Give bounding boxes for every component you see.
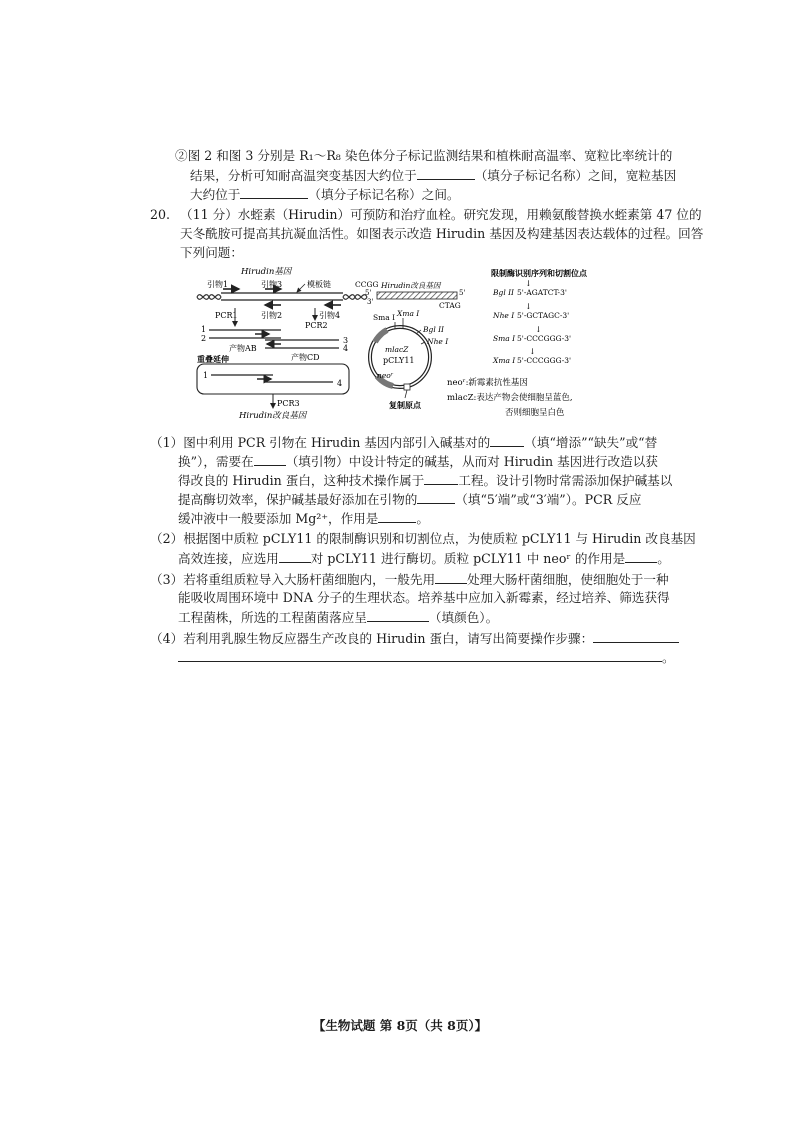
text: （填分子标记名称）之间。	[308, 187, 460, 202]
text: （1）图中利用 PCR 引物在 Hirudin 基因内部引入碱基对的	[150, 435, 491, 450]
text: 高效连接，应选用	[178, 551, 279, 566]
q20-s1-line3	[178, 471, 672, 490]
enz-cut-arrow: ↓	[525, 279, 532, 288]
label-primer1: 引物1	[207, 280, 229, 289]
q20-intro-line2: 天冬酰胺可提高其抗凝血活性。如图表示改造 Hirudin 基因及构建基因表达载体的过程。回答	[180, 226, 704, 241]
label-primer3: 引物3	[261, 280, 283, 289]
label-sma1: Sma I	[373, 313, 396, 322]
template-pointer	[297, 284, 305, 292]
label-product-cd: 产物CD	[291, 353, 320, 362]
q20-s4-line2	[178, 648, 675, 667]
label-ori: 复制原点	[389, 400, 421, 410]
enzyme-table	[492, 279, 571, 365]
ori-marker	[404, 384, 410, 390]
text: （4）若利用乳腺生物反应器生产改良的 Hirudin 蛋白，请写出简要操作步骤：	[150, 631, 594, 646]
label-primer2: 引物2	[261, 311, 283, 320]
q20-s1-line1	[150, 433, 657, 452]
enz-name: Nhe I	[493, 311, 515, 320]
enz-cut-arrow: ↓	[529, 347, 536, 356]
q20-number: 20.	[150, 207, 171, 222]
text: 对 pCLY11 进行酶切。质粒 pCLY11 中 neoʳ 的作用是	[310, 551, 626, 566]
enz-seq: 5'-GCTAGC-3'	[517, 311, 570, 320]
dna-helix-right-icon	[343, 295, 367, 300]
label-4-overlap: 4	[337, 379, 343, 388]
text: 大约位于	[190, 187, 241, 202]
q20-s1-line5	[178, 509, 429, 528]
note-neo: neoʳ:新霉素抗性基因	[447, 378, 528, 388]
label-overlap: 重叠延伸	[197, 354, 229, 364]
answer-blank[interactable]	[490, 433, 524, 447]
answer-blank[interactable]	[279, 549, 311, 563]
text: 工程。设计引物时常需添加保护碱基以	[458, 473, 673, 488]
enz-seq: 5'-AGATCT-3'	[517, 288, 567, 297]
answer-blank[interactable]	[178, 648, 662, 662]
q19-part2-line2	[190, 166, 676, 185]
q20-s4-line1	[150, 629, 679, 648]
enz-name: Sma I	[493, 334, 516, 343]
text: （填“5′端”或“3′端”）。PCR 反应	[455, 492, 642, 507]
label-nhe1: Nhe I	[427, 337, 449, 346]
label-pcr1: PCR1	[215, 311, 238, 320]
answer-blank[interactable]	[424, 471, 458, 485]
label-2: 2	[201, 334, 207, 343]
q20-s3-line3	[178, 608, 498, 627]
text: （填颜色）。	[428, 610, 499, 625]
text: （填引物）中设计特定的碱基，从而对 Hirudin 基因进行改造以获	[285, 454, 658, 469]
label-plasmid: pCLY11	[383, 356, 415, 365]
text: （填分子标记名称）之间，宽粒基因	[474, 168, 677, 183]
note-mlacz-1: mlacZ:表达产物会使细胞呈蓝色,	[447, 393, 573, 403]
text: 缓冲液中一般要添加 Mg²⁺，作用是	[178, 511, 379, 526]
enz-name: Xma I	[493, 356, 516, 365]
label-3prime-left: 3'	[367, 298, 374, 306]
label-improved-gene: Hirudin改良基因	[239, 411, 307, 421]
mlacz-segment	[375, 330, 387, 342]
label-5prime-right: 5'	[459, 289, 466, 297]
label-xma1: Xma I	[397, 309, 420, 318]
answer-blank[interactable]	[593, 629, 679, 643]
answer-blank[interactable]	[378, 509, 416, 523]
label-neo: neoʳ	[377, 371, 394, 380]
answer-blank[interactable]	[240, 185, 308, 199]
q20-intro-line1: （11 分）水蛭素（Hirudin）可预防和治疗血栓。研究发现，用赖氨酸替换水蛭素第 47 位的	[180, 207, 702, 222]
label-hirudin-gene: Hirudin基因	[241, 267, 292, 277]
answer-blank[interactable]	[367, 608, 429, 622]
text: 得改良的 Hirudin 蛋白，这种技术操作属于	[178, 473, 425, 488]
q19-part2-line3	[190, 185, 460, 204]
text: 换”），需要在	[178, 454, 254, 469]
q20-s3-line1	[150, 570, 669, 589]
label-3: 3	[343, 336, 349, 345]
note-mlacz-2: 否则细胞呈白色	[505, 408, 565, 418]
q20-s2-line2	[178, 549, 670, 568]
enz-seq: 5'-CCCGGG-3'	[517, 356, 572, 365]
label-1-overlap: 1	[203, 371, 209, 380]
label-mlacz: mlacZ	[385, 345, 409, 354]
q20-s2-line1: （2）根据图中质粒 pCLY11 的限制酶识别和切割位点，为使质粒 pCLY11 与 Hirudin 改良基因	[150, 531, 696, 546]
page-footer: 【生物试题 第 8页（共 8页）】	[312, 1018, 488, 1033]
label-ccgg: CCGG	[355, 280, 379, 289]
label-pcr3: PCR3	[277, 399, 300, 408]
answer-blank[interactable]	[254, 452, 286, 466]
insert-gene-bar	[377, 292, 457, 299]
enz-cut-arrow: ↓	[535, 325, 542, 334]
enz-name: Bgl II	[493, 288, 515, 297]
label-5prime-left: 5'	[365, 289, 372, 297]
q20-s1-line4	[178, 490, 641, 509]
ori-pointer	[405, 390, 407, 398]
label-insert-gene: Hirudin改良基因	[381, 281, 441, 290]
label-product-ab: 产物AB	[229, 344, 257, 353]
label-bgl2: Bgl II	[423, 325, 445, 334]
enz-seq: 5'-CCCGGG-3'	[517, 334, 572, 343]
text: 。	[662, 650, 675, 665]
q20-s3-line2: 能吸收周围环境中 DNA 分子的生理状态。培养基中应加入新霉素，经过培养、筛选获得	[178, 590, 670, 605]
label-ctag: CTAG	[439, 301, 461, 310]
text: 。	[416, 511, 429, 526]
label-enzyme-title: 限制酶识别序列和切割位点	[491, 268, 587, 278]
text: 工程菌株，所选的工程菌菌落应呈	[178, 610, 367, 625]
label-pcr2: PCR2	[305, 321, 328, 330]
hirudin-figure	[195, 262, 635, 424]
label-template: 模板链	[307, 280, 331, 289]
label-1: 1	[201, 325, 207, 334]
text: 处理大肠杆菌细胞，使细胞处于一种	[467, 572, 669, 587]
answer-blank[interactable]	[435, 570, 467, 584]
q20-s1-line2	[178, 452, 658, 471]
overlap-box	[197, 364, 349, 394]
text: 提高酶切效率，保护碱基最好添加在引物的	[178, 492, 418, 507]
dna-helix-left-icon	[197, 295, 221, 300]
text: 结果，分析可知耐高温突变基因大约位于	[190, 168, 417, 183]
label-4: 4	[343, 344, 349, 353]
enz-cut-arrow: ↓	[525, 302, 532, 311]
q19-part2-line1: ②图 2 和图 3 分别是 R₁～R₈ 染色体分子标记监测结果和植株耐高温率、宽粒比率统计的	[175, 148, 673, 163]
answer-blank[interactable]	[417, 490, 455, 504]
q20-intro-line3: 下列问题：	[180, 245, 243, 260]
label-primer4: 引物4	[319, 311, 341, 320]
text: （3）若将重组质粒导入大肠杆菌细胞内，一般先用	[150, 572, 436, 587]
text: 。	[657, 551, 670, 566]
text: （填“增添”“缺失”或“替	[524, 435, 658, 450]
answer-blank[interactable]	[625, 549, 657, 563]
answer-blank[interactable]	[417, 166, 475, 180]
